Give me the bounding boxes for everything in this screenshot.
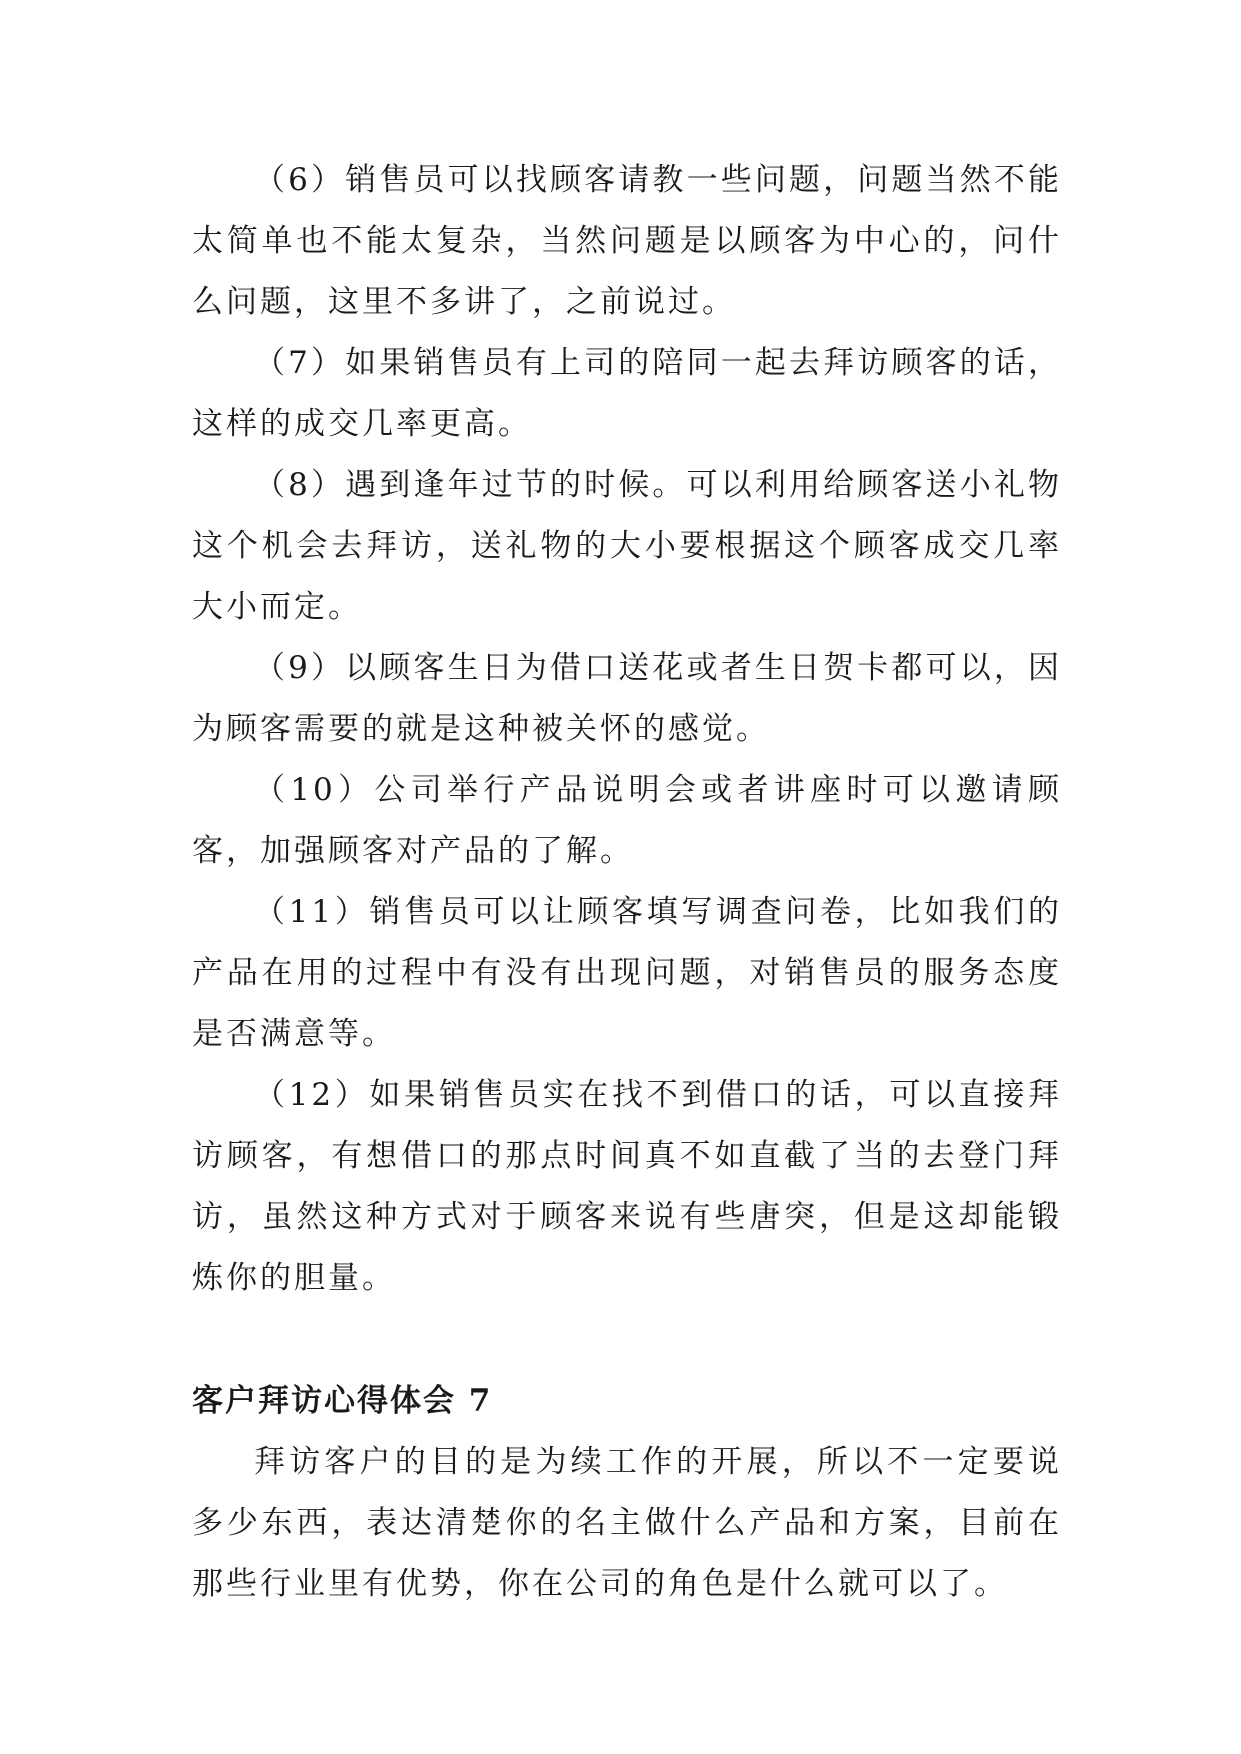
document-page — [192, 150, 1062, 1615]
paragraph-7: （7）如果销售员有上司的陪同一起去拜访顾客的话，这样的成交几率更高。 — [192, 345, 1062, 442]
paragraph-9: （9）以顾客生日为借口送花或者生日贺卡都可以，因为顾客需要的就是这种被关怀的感觉。 — [192, 650, 1062, 747]
paragraph-8: （8）遇到逢年过节的时候。可以利用给顾客送小礼物这个机会去拜访，送礼物的大小要根据这个顾客成交几率大小而定。 — [192, 467, 1062, 625]
paragraph-6: （6）销售员可以找顾客请教一些问题，问题当然不能太简单也不能太复杂，当然问题是以顾客为中心的，问什么问题，这里不多讲了，之前说过。 — [192, 162, 1062, 320]
paragraph-12: （12）如果销售员实在找不到借口的话，可以直接拜访顾客，有想借口的那点时间真不如直截了当的去登门拜访，虽然这种方式对于顾客来说有些唐突，但是这却能锻炼你的胆量。 — [192, 1077, 1062, 1296]
section-paragraph: 拜访客户的目的是为续工作的开展，所以不一定要说多少东西，表达清楚你的名主做什么产品和方案，目前在那些行业里有优势，你在公司的角色是什么就可以了。 — [192, 1444, 1062, 1602]
paragraph-10: （10）公司举行产品说明会或者讲座时可以邀请顾客，加强顾客对产品的了解。 — [192, 772, 1062, 869]
paragraph-11: （11）销售员可以让顾客填写调查问卷，比如我们的产品在用的过程中有没有出现问题，对销售员的服务态度是否满意等。 — [192, 894, 1062, 1052]
section-title: 客户拜访心得体会 7 — [192, 1383, 493, 1419]
